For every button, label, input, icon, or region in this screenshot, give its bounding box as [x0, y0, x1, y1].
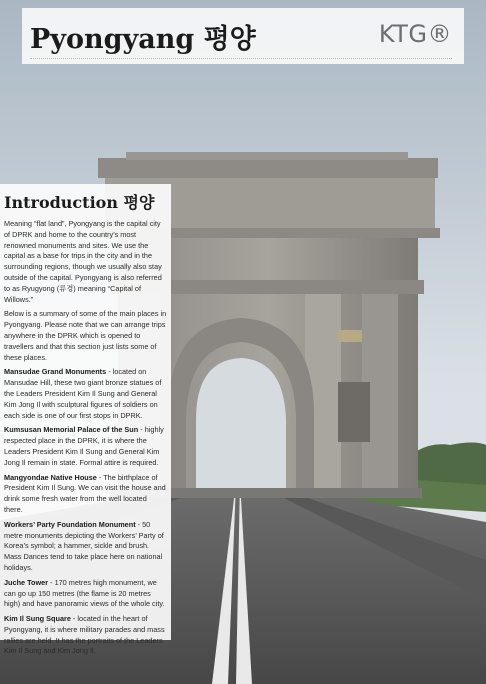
place-description: - located on Mansudae Hill, these two giant bronze statues of the Leaders President Kim Il Sung and General Kim Jong Il with sculptural figures of soldiers on each side is one of our first stops in DPRK.	[4, 367, 162, 420]
place-name: Juche Tower	[4, 577, 49, 587]
page-title: Pyongyang 평양	[30, 24, 256, 55]
place-name: Kumsusan Memorial Palace of the Sun	[4, 425, 139, 435]
place-entry	[4, 367, 167, 421]
intro-paragraph: Meaning “flat land”, Pyongyang is the capital city of DPRK and home to the country’s most renowned monuments and sites. We use the capital as a base for trips in the city and in the surrounding regions, though we usually also stay outside of the capital. Pyongyang is also referred to as Ryugyong (류경) meaning “Capital of Willows.”	[4, 219, 162, 304]
place-description: - located in the heart of Pyongyang, it is where military parades and mass rallies are held. It has the portraits of the Leaders Kim Il Sung and Kim Jong Il.	[4, 614, 165, 656]
place-description: - The birthplace of President Kim Il Sung. We can visit the house and drink some fresh water from the well located there.	[4, 472, 166, 514]
place-description: - 50 metre monuments depicting the Workers’ Party of Korea’s symbol; a hammer, sickle and brush. Mass Dances tend to take place here on national holidays.	[4, 519, 164, 572]
place-entry	[4, 425, 167, 468]
place-entry	[4, 473, 167, 516]
place-name: Mansudae Grand Monuments	[4, 367, 107, 377]
intro-paragraph: Below is a summary of some of the main places in Pyongyang. Please note that we can arrange trips anywhere in the DPRK which is opened to travellers and that this section just lists some of these places.	[4, 309, 167, 362]
place-entry	[4, 578, 167, 610]
header-divider	[30, 58, 452, 59]
place-name: Kim Il Sung Square	[4, 614, 71, 624]
page-header	[22, 8, 464, 64]
introduction-panel	[0, 184, 171, 656]
place-description: - highly respected place in the DPRK, it is where the Leaders President Kim Il Sung and General Kim Jong Il remain in state. Formal attire is required.	[4, 425, 164, 467]
brand-logo: KTG®	[378, 20, 452, 48]
place-description: - 170 metres high monument, we can go up 150 metres (the flame is 20 metres high) and have panoramic views of the whole city.	[4, 577, 165, 609]
introduction-heading: Introduction 평양	[4, 193, 155, 212]
place-name: Workers’ Party Foundation Monument	[4, 519, 136, 529]
place-entry	[4, 614, 167, 657]
place-name: Mangyondae Native House	[4, 472, 97, 482]
place-entry	[4, 520, 167, 574]
